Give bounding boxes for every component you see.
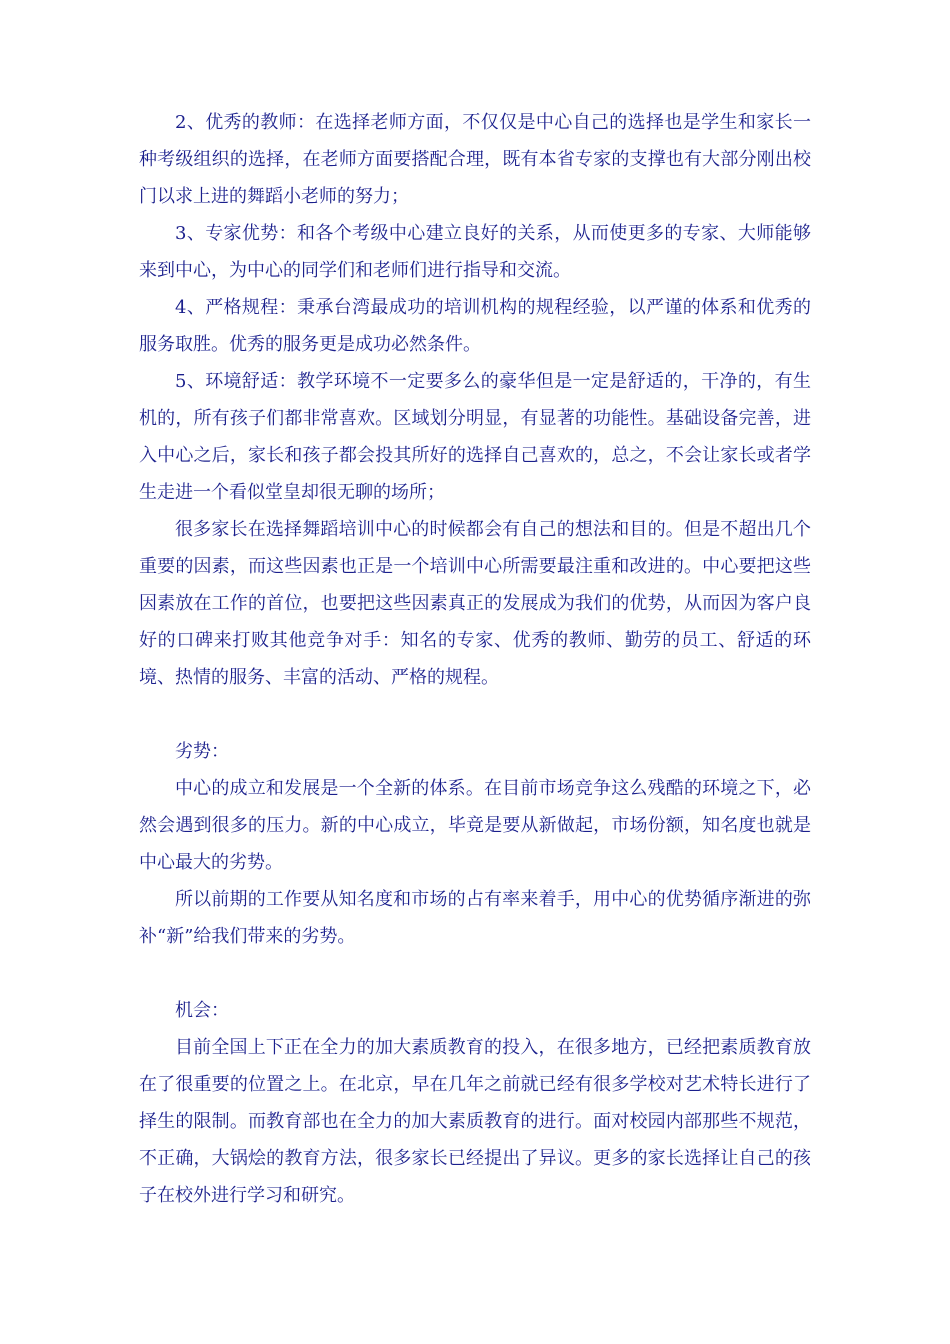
paragraph-weakness-2: 所以前期的工作要从知名度和市场的占有率来着手，用中心的优势循序渐进的弥补“新”给我们带来的劣势。 <box>139 889 811 947</box>
paragraph-weakness-1: 中心的成立和发展是一个全新的体系。在目前市场竞争这么残酷的环境之下，必然会遇到很多的压力。新的中心成立，毕竟是要从新做起，市场份额，知名度也就是中心最大的劣势。 <box>139 778 811 873</box>
paragraph-opportunity-1: 目前全国上下正在全力的加大素质教育的投入，在很多地方，已经把素质教育放在了很重要的位置之上。在北京，早在几年之前就已经有很多学校对艺术特长进行了择生的限制。而教育部也在全力的加大素质教育的进行。面对校园内部那些不规范，不正确，大锅烩的教育方法，很多家长已经提出了异议。更多的家长选择让自己的孩子在校外进行学习和研究。 <box>139 1037 811 1206</box>
paragraph-parent-factors: 很多家长在选择舞蹈培训中心的时候都会有自己的想法和目的。但是不超出几个重要的因素，而这些因素也正是一个培训中心所需要最注重和改进的。中心要把这些因素放在工作的首位，也要把这些因素真正的发展成为我们的优势，从而因为客户良好的口碑来打败其他竞争对手：知名的专家、优秀的教师、勤劳的员工、舒适的环境、热情的服务、丰富的活动、严格的规程。 <box>139 519 811 688</box>
paragraph-strict-rules: 4、严格规程：秉承台湾最成功的培训机构的规程经验，以严谨的体系和优秀的服务取胜。优秀的服务更是成功必然条件。 <box>139 297 811 355</box>
paragraph-expert-advantage: 3、专家优势：和各个考级中心建立良好的关系，从而使更多的专家、大师能够来到中心，为中心的同学们和老师们进行指导和交流。 <box>139 223 811 281</box>
paragraph-excellent-teachers: 2、优秀的教师：在选择老师方面，不仅仅是中心自己的选择也是学生和家长一种考级组织的选择，在老师方面要搭配合理，既有本省专家的支撑也有大部分刚出校门以求上进的舞蹈小老师的努力； <box>139 112 811 207</box>
heading-opportunity: 机会： <box>175 1000 229 1021</box>
document-body <box>139 104 811 1214</box>
heading-weakness: 劣势： <box>175 741 229 762</box>
section-spacer <box>139 696 811 733</box>
paragraph-comfortable-environment: 5、环境舒适：教学环境不一定要多么的豪华但是一定是舒适的，干净的，有生机的，所有孩子们都非常喜欢。区域划分明显，有显著的功能性。基础设备完善，进入中心之后，家长和孩子都会投其所好的选择自己喜欢的，总之，不会让家长或者学生走进一个看似堂皇却很无聊的场所； <box>139 371 811 503</box>
section-spacer <box>139 955 811 992</box>
